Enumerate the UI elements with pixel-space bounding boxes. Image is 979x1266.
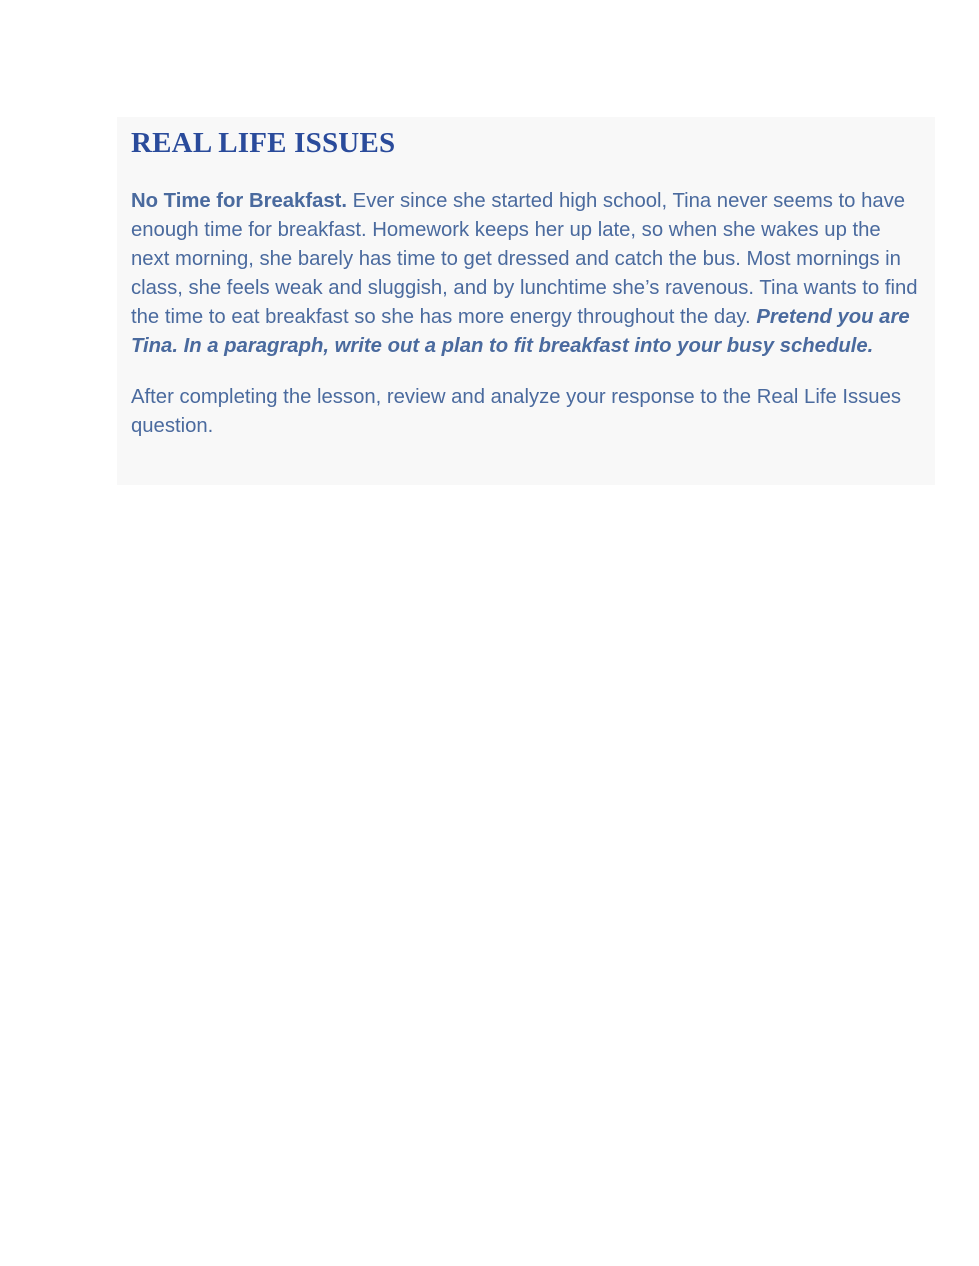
- section-heading: REAL LIFE ISSUES: [131, 127, 396, 159]
- scenario-paragraph: [131, 187, 921, 361]
- scenario-prompt: Pretend you are Tina. In a paragraph, write out a plan to fit breakfast into your busy schedule.: [131, 306, 910, 357]
- scenario-lead: No Time for Breakfast.: [131, 190, 348, 212]
- followup-paragraph: After completing the lesson, review and analyze your response to the Real Life Issues question.: [131, 386, 901, 437]
- scenario-body: Ever since she started high school, Tina never seems to have enough time for breakfast. Homework keeps her up late, so when she wakes up the next morning, she barely has time to get dressed and catch the bus. Most mornings in class, she feels weak and sluggish, and by lunchtime she’s ravenous. Tina wants to find the time to eat breakfast so she has more energy throughout the day.: [131, 190, 918, 328]
- real-life-issues-panel: [117, 117, 935, 485]
